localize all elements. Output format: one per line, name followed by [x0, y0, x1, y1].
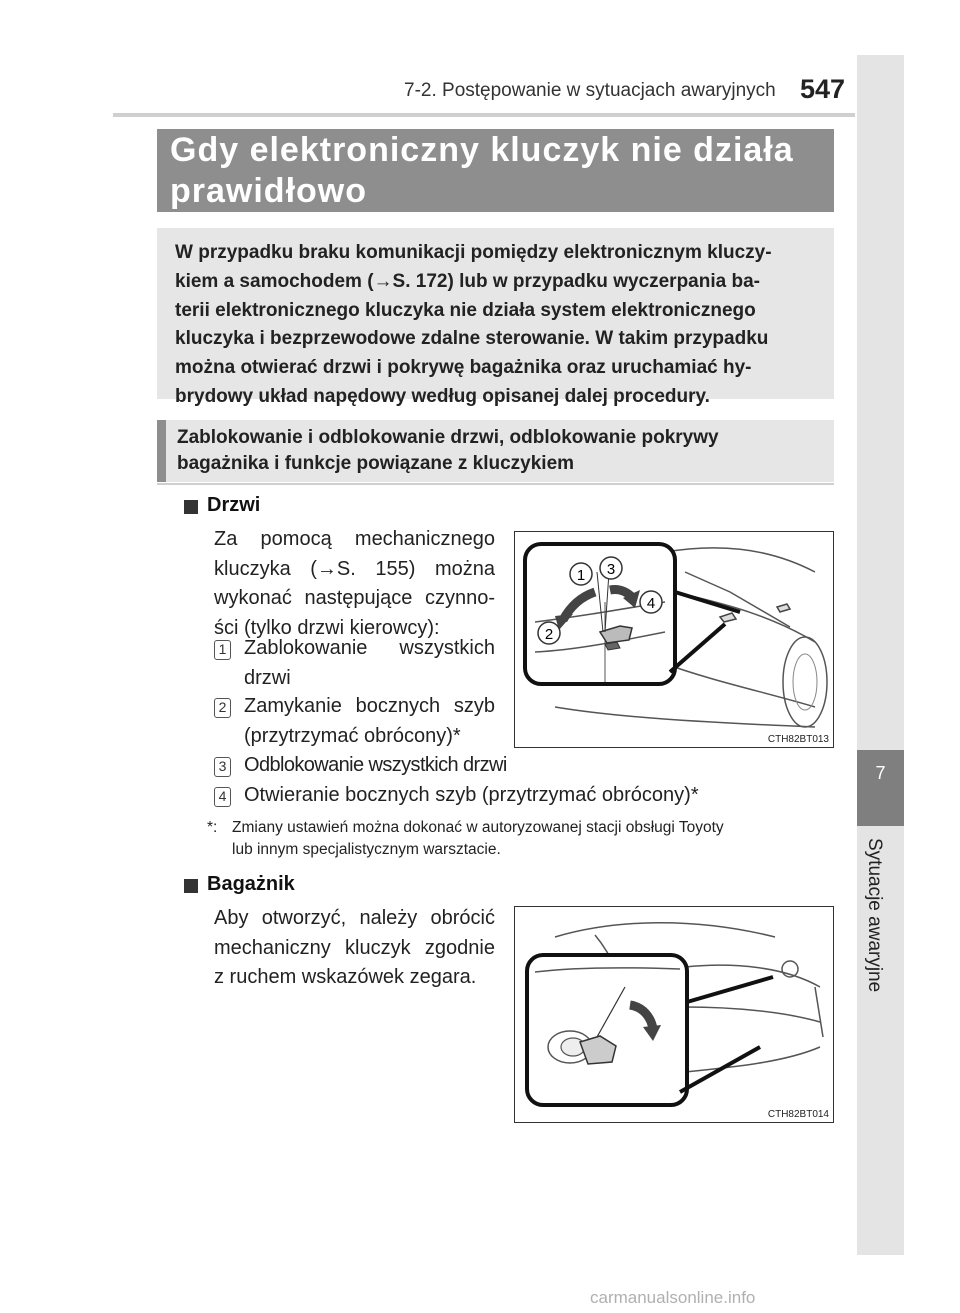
- callout-2: [538, 622, 560, 644]
- drzwi-line3: wykonać następujące czynno-: [214, 587, 495, 609]
- running-header-section: 7-2. Postępowanie w sytuacjach awaryjnych: [404, 80, 776, 101]
- footnote-line2: lub innym specjalistycznym warsztacie.: [232, 841, 501, 858]
- header-rule: [113, 113, 855, 117]
- list-item-line1: Zamykanie bocznych szyb: [244, 695, 495, 717]
- svg-text:1: 1: [576, 567, 586, 584]
- side-tab-chapter-label: Sytuacje awaryjne: [864, 838, 885, 993]
- intro-text: [175, 239, 815, 412]
- callout-1: [570, 563, 592, 585]
- list-item-line2: (przytrzymać obrócony)*: [244, 724, 461, 747]
- site-watermark: carmanualsonline.info: [590, 1288, 756, 1307]
- bagaznik-line2: mechaniczny kluczyk zgodnie: [214, 936, 495, 959]
- door-key-illustration: [515, 532, 833, 747]
- footnote-line1: Zmiany ustawień można dokonać w autoryzowanej stacji obsługi Toyoty: [232, 819, 724, 836]
- section-heading-drzwi: Drzwi: [207, 494, 261, 516]
- bagaznik-body: [214, 904, 495, 993]
- list-item: Otwieranie bocznych szyb (przytrzymać obrócony)*: [244, 784, 699, 806]
- figure-door-key: [514, 531, 834, 748]
- item-number-badge: 1: [214, 640, 231, 660]
- svg-text:3: 3: [606, 561, 616, 578]
- page-title-line2: prawidłowo: [170, 172, 367, 210]
- intro-line2: [175, 268, 815, 297]
- intro-line2-pre: kiem a samochodem (: [175, 270, 374, 292]
- side-tab-band: [857, 55, 904, 1255]
- figure-code: CTH82BT013: [767, 734, 829, 745]
- footnote-marker: *:: [207, 819, 218, 836]
- section-heading-bagaznik: Bagażnik: [207, 873, 295, 895]
- item-number-badge: 3: [214, 757, 231, 777]
- item-number-badge: 4: [214, 787, 231, 807]
- intro-line1: W przypadku braku komunikacji pomiędzy elektronicznym kluczy-: [175, 242, 772, 263]
- trunk-key-illustration: [515, 907, 833, 1122]
- bagaznik-line1: Aby otworzyć, należy obrócić: [214, 907, 495, 929]
- intro-line4: kluczyka i bezprzewodowe zdalne sterowanie. W takim przypadku: [175, 328, 769, 350]
- bagaznik-line3: z ruchem wskazówek zegara.: [214, 966, 477, 988]
- page-title-line1: Gdy elektroniczny kluczyk nie działa: [170, 131, 794, 169]
- arrow-icon: →: [316, 557, 337, 580]
- figure-trunk-key: [514, 906, 834, 1123]
- list-item-line2: drzwi: [244, 666, 291, 689]
- list-item-line1: Zablokowanie wszystkich: [244, 637, 495, 659]
- svg-text:4: 4: [646, 595, 656, 612]
- list-item: Odblokowanie wszystkich drzwi: [244, 754, 507, 776]
- section-bullet-icon: [184, 879, 198, 893]
- subheading-line2: bagażnika i funkcje powiązane z kluczykiem: [177, 453, 575, 474]
- drzwi-line4: ści (tylko drzwi kierowcy):: [214, 616, 440, 639]
- callout-4: [640, 591, 662, 613]
- page-number: 547: [800, 74, 846, 104]
- intro-line6: brydowy układ napędowy według opisanej dalej procedury.: [175, 385, 710, 407]
- drzwi-line2-post: S. 155) można: [336, 557, 496, 580]
- side-tab-chapter-number: 7: [875, 763, 886, 783]
- drzwi-line2-pre: kluczyka (: [214, 557, 317, 580]
- intro-line2-post: S. 172) lub w przypadku wyczerpania ba-: [392, 270, 760, 292]
- callout-3: [600, 557, 622, 579]
- subheading-rule: [157, 483, 834, 485]
- section-bullet-icon: [184, 500, 198, 514]
- item-number-badge: 2: [214, 698, 231, 718]
- intro-line3: terii elektronicznego kluczyka nie działa system elektronicznego: [175, 299, 756, 321]
- side-tab-chapter-marker: [857, 750, 904, 826]
- drzwi-line2: [214, 555, 495, 585]
- footnote: [207, 817, 835, 861]
- page-title: [170, 130, 830, 212]
- intro-line5: można otwierać drzwi i pokrywę bagażnika oraz uruchamiać hy-: [175, 357, 752, 379]
- subheading-line1: Zablokowanie i odblokowanie drzwi, odblokowanie pokrywy: [177, 427, 719, 448]
- subheading: [177, 425, 807, 477]
- list-item: [244, 692, 495, 751]
- arrow-icon: →: [373, 270, 393, 292]
- drzwi-line1: Za pomocą mechanicznego: [214, 528, 495, 550]
- side-tab-chapter-label-wrap: [863, 838, 895, 1038]
- drzwi-body: [214, 525, 495, 643]
- figure-code: CTH82BT014: [767, 1109, 829, 1120]
- list-item: [244, 634, 495, 693]
- svg-text:2: 2: [544, 626, 554, 643]
